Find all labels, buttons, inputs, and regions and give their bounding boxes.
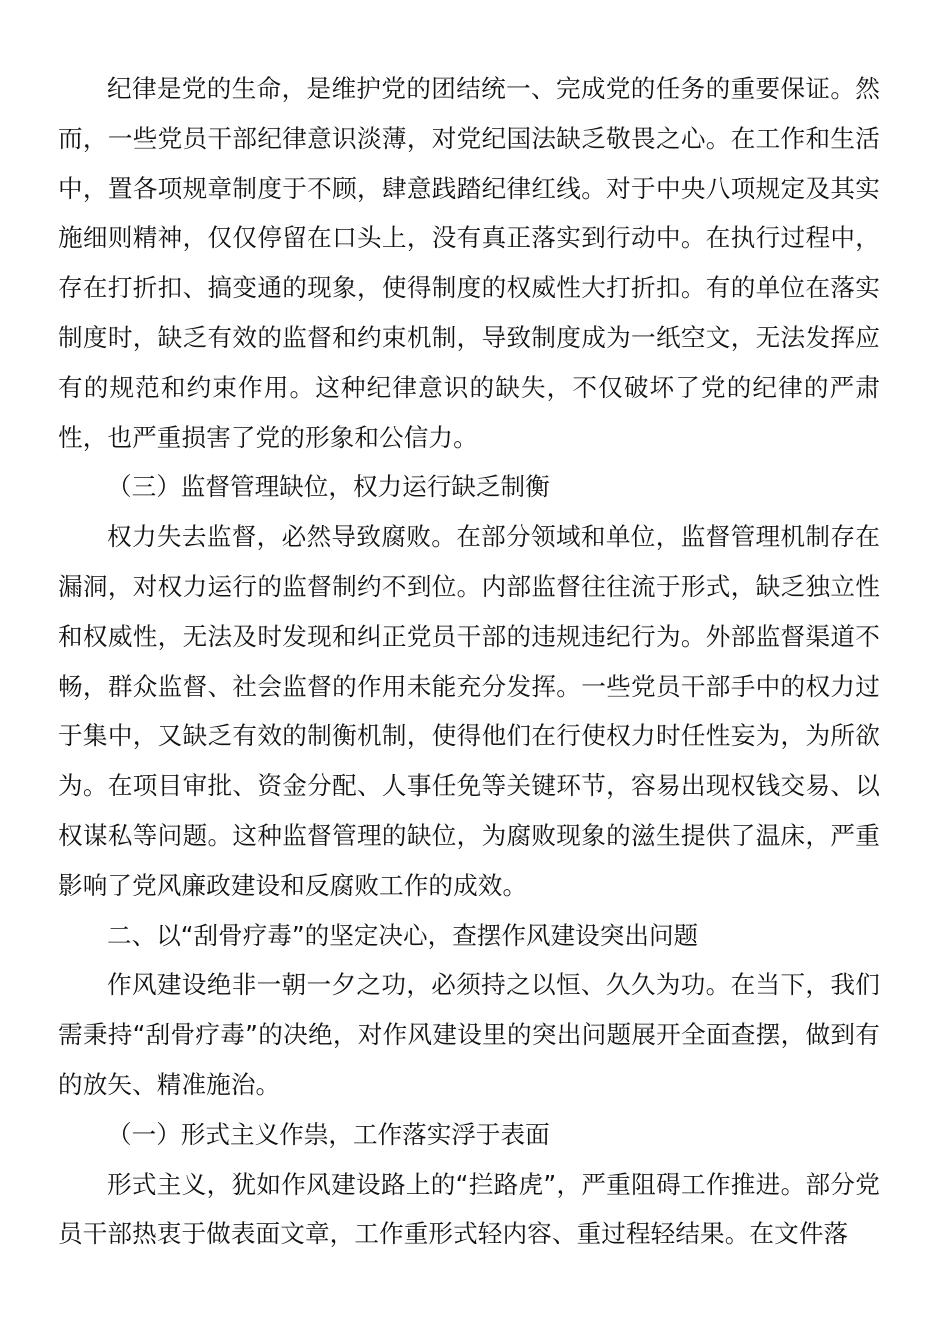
paragraph-style-building: 作风建设绝非一朝一夕之功，必须持之以恒、久久为功。在当下，我们需秉持“刮骨疗毒”的决绝，对作风建设里的突出问题展开全面查摆，做到有的放矢、精准施治。 (58, 970, 880, 1099)
subheading-supervision: （三）监督管理缺位，权力运行缺乏制衡 (107, 472, 550, 502)
paragraph-supervision: 权力失去监督，必然导致腐败。在部分领域和单位，监督管理机制存在漏洞，对权力运行的监督制约不到位。内部监督往往流于形式，缺乏独立性和权威性，无法及时发现和纠正党员干部的违规违纪行为。外部监督渠道不畅，群众监督、社会监督的作用未能充分发挥。一些党员干部手中的权力过于集中，又缺乏有效的制衡机制，使得他们在行使权力时任性妄为，为所欲为。在项目审批、资金分配、人事任免等关键环节，容易出现权钱交易、以权谋私等问题。这种监督管理的缺位，为腐败现象的滋生提供了温床，严重影响了党风廉政建设和反腐败工作的成效。 (58, 522, 880, 900)
section-heading-two: 二、以“刮骨疗毒”的坚定决心，查摆作风建设突出问题 (107, 920, 699, 950)
document-body (58, 64, 880, 1259)
paragraph-formalism: 形式主义，犹如作风建设路上的“拦路虎”，严重阻碍工作推进。部分党员干部热衷于做表面文章，工作重形式轻内容、重过程轻结果。在文件落 (58, 1169, 880, 1249)
paragraph-discipline: 纪律是党的生命，是维护党的团结统一、完成党的任务的重要保证。然而，一些党员干部纪律意识淡薄，对党纪国法缺乏敬畏之心。在工作和生活中，置各项规章制度于不顾，肆意践踏纪律红线。对于中央八项规定及其实施细则精神，仅仅停留在口头上，没有真正落实到行动中。在执行过程中，存在打折扣、搞变通的现象，使得制度的权威性大打折扣。有的单位在落实制度时，缺乏有效的监督和约束机制，导致制度成为一纸空文，无法发挥应有的规范和约束作用。这种纪律意识的缺失，不仅破坏了党的纪律的严肃性，也严重损害了党的形象和公信力。 (58, 74, 880, 452)
subheading-formalism: （一）形式主义作祟，工作落实浮于表面 (107, 1119, 550, 1149)
